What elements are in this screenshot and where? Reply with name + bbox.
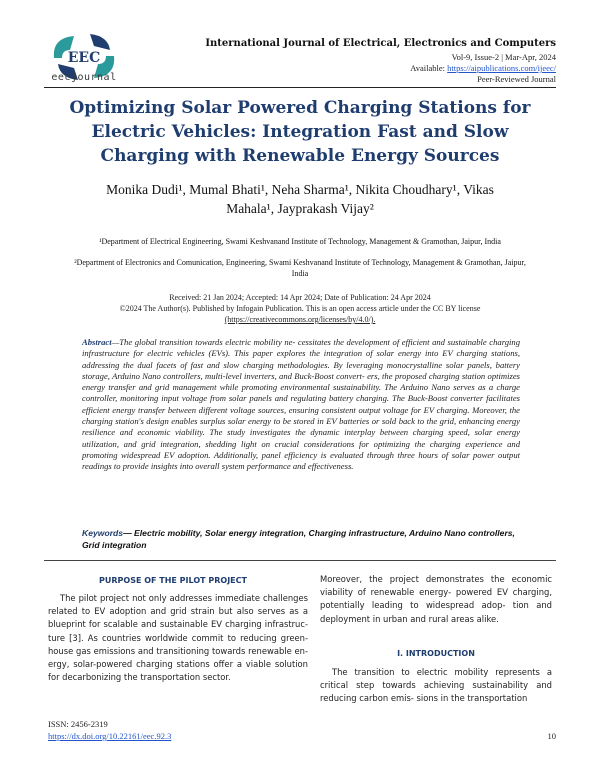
- doi-link[interactable]: https://dx.doi.org/10.22161/eec.92.3: [48, 731, 172, 741]
- section-heading-introduction: I. INTRODUCTION: [397, 649, 475, 658]
- author-list: [60, 180, 540, 218]
- keywords: [82, 527, 520, 551]
- copyright-notice: ©2024 The Author(s). Published by Infogain Publication. This is an open access article under the CC BY license: [119, 304, 481, 313]
- availability: [410, 63, 556, 73]
- issn: ISSN: 2456-2319: [48, 719, 108, 729]
- abstract-text: —The global transition towards electric mobility ne- cessitates the development of efficient and sustainable charging infrastructure for electric vehicles (EVs). This paper explores the integration of solar energy into EV charging stations, addressing the dual facets of fast and slow charging methodologies. By leveraging monocrystalline solar panels, battery storage, Arduino Nano controllers, multi-level inverters, and Buck-Boost convert- ers, the proposed charging station optimizes energy transfer and grid management while promoting environmental sustainability. The Arduino Nano serves as a charge controller, monitoring input voltage from solar panels and regulating battery charging. The Buck-Boost converter facilitates efficient energy transfer between different voltage sources, ensuring consistent output voltage for EV charging. Moreover, the charging station's design enables surplus solar energy to be stored in EV batteries or sold back to the grid, enhancing energy resilience and economic viability. The study investigates the dynamic interplay between charging speed, solar energy utilization, and grid integration, shedding light on crucial considerations for optimizing the charging experience and promoting widespread EV adoption. Additionally, panel efficiency is evaluated through three hours of solar power output readings to provide insights into overall system performance and effectiveness.: [82, 337, 520, 472]
- publication-dates: Received: 21 Jan 2024; Accepted: 14 Apr 2024; Date of Publication: 24 Apr 2024: [169, 293, 431, 302]
- abstract-label: Abstract: [82, 337, 112, 347]
- page-number: 10: [547, 731, 556, 741]
- affiliation-1: ¹Department of Electrical Engineering, Swami Keshvanand Institute of Technology, Management & Gramothan, Jaipur, India: [99, 237, 501, 246]
- license: [60, 314, 540, 325]
- keywords-label: Keywords: [82, 528, 124, 538]
- keywords-text: — Electric mobility, Solar energy integration, Charging infrastructure, Arduino Nano controllers, Grid integration: [82, 528, 515, 550]
- section-divider: [44, 560, 556, 561]
- journal-name: International Journal of Electrical, Electronics and Computers: [205, 38, 556, 49]
- affiliation-2: ²Department of Electronics and Comunication, Engineering, Swami Keshvanand Institute of Technology, Management & Gramothan, Jaipur, India: [74, 258, 526, 278]
- paper-title: Optimizing Solar Powered Charging Stations for Electric Vehicles: Integration Fast and Slow Charging with Renewable Energy Sources: [69, 98, 531, 166]
- paragraph-economic: Moreover, the project demonstrates the economic viability of renewable energy- powered EV charging, potentially leading to widespread adop- tion and deployment in urban and rural areas alike.: [320, 574, 552, 624]
- logo-text: EEC: [67, 50, 101, 66]
- paragraph-introduction: The transition to electric mobility represents a critical step towards achieving sustainability and reducing carbon emis- sions in the transportation: [320, 667, 552, 704]
- authors-line-1: Monika Dudi¹, Mumal Bhati¹, Neha Sharma¹, Nikita Choudhary¹, Vikas: [106, 182, 494, 197]
- peer-reviewed-label: Peer-Reviewed Journal: [477, 74, 556, 84]
- authors-line-2: Mahala¹, Jayprakash Vijay²: [226, 201, 374, 216]
- logo-wordmark: eecjournal: [51, 72, 117, 83]
- section-heading-pilot: PURPOSE OF THE PILOT PROJECT: [99, 576, 247, 585]
- available-label: Available:: [410, 63, 448, 73]
- volume-issue: Vol-9, Issue-2 | Mar-Apr, 2024: [451, 52, 556, 62]
- paragraph-pilot: The pilot project not only addresses immediate challenges related to EV adoption and grid strain but also serves as a blueprint for scalable and sustainable EV charging infrastruc- ture [3]. As countries worldwide commit to reducing green- house gas emissions and transitioning towards renewable en- ergy, solar-powered charging stations offer a viable solution for decarbonizing the transportation sector.: [48, 593, 308, 683]
- header-divider: [44, 87, 556, 88]
- abstract: [82, 337, 520, 473]
- journal-url-link[interactable]: https://aipublications.com/ijeec/: [447, 63, 556, 73]
- license-link[interactable]: (https://creativecommons.org/licenses/by/4.0/).: [224, 315, 376, 324]
